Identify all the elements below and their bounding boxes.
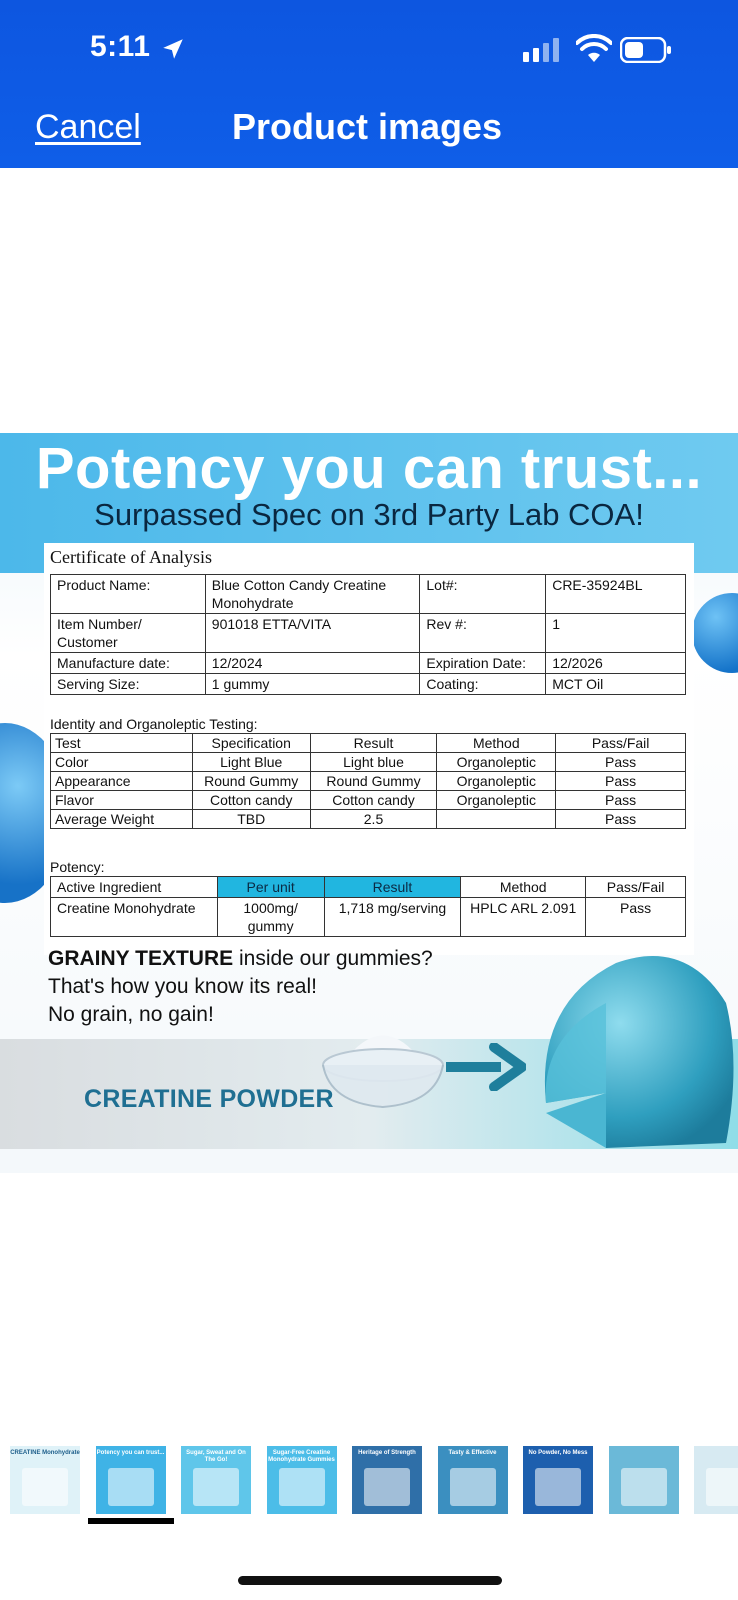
status-time: 5:11 [90, 30, 151, 63]
thumbnail-preview [108, 1468, 154, 1506]
thumbnail-preview [22, 1468, 68, 1506]
blue-gummy-decoration [692, 593, 738, 673]
table-cell: Light Blue [192, 753, 310, 772]
table-cell: Light blue [310, 753, 437, 772]
table-row [51, 753, 686, 772]
gummy-cross-section-icon [536, 943, 736, 1153]
column-header: Result [310, 734, 437, 753]
powder-bowl-icon [318, 1003, 448, 1113]
thumbnail-9[interactable] [694, 1446, 738, 1514]
thumbnail-6[interactable] [438, 1446, 508, 1514]
table-cell: 901018 ETTA/VITA [205, 614, 420, 653]
table-cell: Blue Cotton Candy Creatine Monohydrate [205, 575, 420, 614]
table-cell: Expiration Date: [420, 653, 546, 674]
table-cell: CRE-35924BL [546, 575, 686, 614]
thumbnail-strip [0, 1446, 738, 1526]
cancel-button[interactable]: Cancel [35, 108, 141, 146]
table-cell: Organoleptic [437, 753, 556, 772]
thumbnail-preview [450, 1468, 496, 1506]
identity-section-label: Identity and Organoleptic Testing: [50, 716, 258, 732]
coa-info-table [50, 574, 686, 695]
table-cell: Appearance [51, 772, 193, 791]
thumbnail-caption: CREATINE Monohydrate [10, 1450, 80, 1456]
column-header: Method [437, 734, 556, 753]
page-title: Product images [232, 106, 503, 147]
thumbnail-caption: Sugar-Free Creatine Monohydrate Gummies [268, 1450, 335, 1463]
grainy-line3: No grain, no gain! [48, 1003, 214, 1026]
table-cell: Round Gummy [192, 772, 310, 791]
table-cell: Organoleptic [437, 772, 556, 791]
table-cell: HPLC ARL 2.091 [461, 898, 586, 937]
column-header: Active Ingredient [51, 877, 218, 898]
thumbnail-preview [364, 1468, 410, 1506]
wifi-icon [576, 34, 612, 64]
thumbnail-5[interactable] [352, 1446, 422, 1514]
table-cell: Cotton candy [310, 791, 437, 810]
column-header: Pass/Fail [586, 877, 686, 898]
table-cell: 2.5 [310, 810, 437, 829]
potency-section-label: Potency: [50, 859, 105, 875]
column-header: Per unit [217, 877, 324, 898]
table-cell: Organoleptic [437, 791, 556, 810]
table-row [51, 810, 686, 829]
table-cell: Lot#: [420, 575, 546, 614]
thumbnail-preview [193, 1468, 239, 1506]
image-subhead: Surpassed Spec on 3rd Party Lab COA! [94, 497, 644, 532]
thumbnail-caption: No Powder, No Mess [528, 1450, 588, 1456]
thumbnail-caption: Heritage of Strength [358, 1450, 416, 1456]
grainy-bold: GRAINY TEXTURE [48, 947, 234, 970]
table-cell: Pass [556, 753, 686, 772]
table-cell: Product Name: [51, 575, 206, 614]
column-header: Result [324, 877, 461, 898]
battery-icon [620, 37, 672, 63]
table-cell: 1000mg/ gummy [217, 898, 324, 937]
identity-table [50, 733, 686, 829]
grainy-line2: That's how you know its real! [48, 975, 317, 998]
table-cell: Item Number/ Customer [51, 614, 206, 653]
table-cell: 12/2024 [205, 653, 420, 674]
table-cell: Coating: [420, 674, 546, 695]
thumbnail-preview [621, 1468, 667, 1506]
table-cell: Average Weight [51, 810, 193, 829]
table-cell: 1,718 mg/serving [324, 898, 461, 937]
certificate-of-analysis [44, 543, 694, 955]
thumbnail-caption: Sugar, Sweat and On The Go! [186, 1450, 246, 1463]
top-bar [0, 0, 738, 168]
table-cell: 1 gummy [205, 674, 420, 695]
table-row [51, 772, 686, 791]
thumbnail-7[interactable] [523, 1446, 593, 1514]
creatine-powder-label: CREATINE POWDER [84, 1085, 334, 1113]
column-header: Test [51, 734, 193, 753]
table-cell: Creatine Monohydrate [51, 898, 218, 937]
table-cell [437, 810, 556, 829]
home-indicator [238, 1576, 502, 1585]
cellular-signal-icon [523, 38, 563, 62]
thumbnail-4[interactable] [267, 1446, 337, 1514]
selected-thumbnail-indicator [88, 1518, 174, 1524]
arrow-right-icon [446, 1043, 526, 1091]
thumbnail-caption: Potency you can trust... [96, 1450, 165, 1456]
table-cell: Manufacture date: [51, 653, 206, 674]
table-cell: Serving Size: [51, 674, 206, 695]
table-cell: Pass [556, 810, 686, 829]
table-cell: Cotton candy [192, 791, 310, 810]
table-cell: Pass [586, 898, 686, 937]
coa-title: Certificate of Analysis [50, 547, 212, 567]
thumbnail-8[interactable] [609, 1446, 679, 1514]
table-cell: Flavor [51, 791, 193, 810]
thumbnail-1[interactable] [10, 1446, 80, 1514]
table-cell: Pass [556, 791, 686, 810]
table-cell: Pass [556, 772, 686, 791]
table-row [51, 653, 686, 674]
location-arrow-icon [160, 36, 186, 62]
table-cell: TBD [192, 810, 310, 829]
table-cell: MCT Oil [546, 674, 686, 695]
table-row [51, 614, 686, 653]
table-cell: 1 [546, 614, 686, 653]
table-row [51, 674, 686, 695]
table-row [51, 791, 686, 810]
column-header: Pass/Fail [556, 734, 686, 753]
thumbnail-preview [279, 1468, 325, 1506]
table-cell: Rev #: [420, 614, 546, 653]
thumbnail-2[interactable] [96, 1446, 166, 1514]
table-cell: 12/2026 [546, 653, 686, 674]
table-cell: Round Gummy [310, 772, 437, 791]
table-row [51, 575, 686, 614]
table-row [51, 898, 686, 937]
grainy-rest: inside our gummies? [233, 947, 433, 970]
main-product-image[interactable] [0, 433, 738, 1173]
table-cell: Color [51, 753, 193, 772]
column-header: Method [461, 877, 586, 898]
image-headline: Potency you can trust... [35, 436, 703, 501]
potency-table [50, 876, 686, 937]
thumbnail-preview [535, 1468, 581, 1506]
thumbnail-preview [706, 1468, 738, 1506]
thumbnail-caption: Tasty & Effective [448, 1450, 497, 1456]
thumbnail-3[interactable] [181, 1446, 251, 1514]
column-header: Specification [192, 734, 310, 753]
